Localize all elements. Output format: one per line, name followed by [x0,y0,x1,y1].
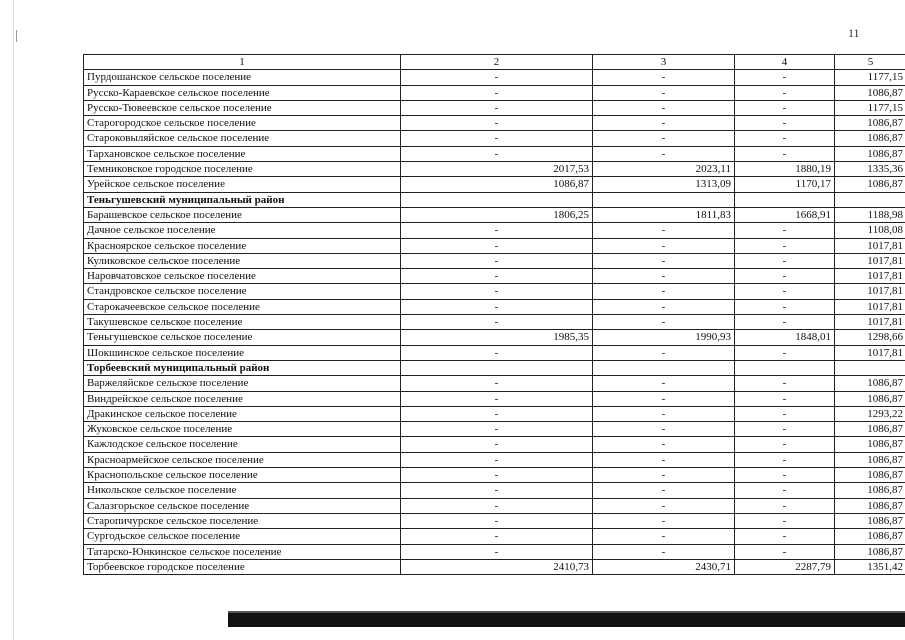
value-cell-c2: - [401,406,593,421]
value-cell-c4: - [735,70,835,85]
table-row [84,269,905,284]
table-row [84,207,905,222]
value-cell-c5: 1351,42 [835,559,905,574]
value-cell-c3: - [593,422,735,437]
value-cell-c4: 2287,79 [735,559,835,574]
district-row [84,360,905,375]
value-cell-c2: 1985,35 [401,330,593,345]
value-cell-c2 [401,360,593,375]
value-cell-c2: - [401,284,593,299]
settlement-name-cell: Торбеевское городское поселение [84,559,401,574]
value-cell-c4: - [735,238,835,253]
table-row [84,559,905,574]
value-cell-c3 [593,192,735,207]
table-row [84,238,905,253]
value-cell-c4: - [735,269,835,284]
value-cell-c5: 1293,22 [835,406,905,421]
value-cell-c3: 1313,09 [593,177,735,192]
value-cell-c3: - [593,238,735,253]
value-cell-c3: - [593,391,735,406]
value-cell-c4: - [735,452,835,467]
table-row [84,468,905,483]
value-cell-c4: - [735,529,835,544]
value-cell-c3: - [593,376,735,391]
value-cell-c4: - [735,315,835,330]
value-cell-c2: 2017,53 [401,162,593,177]
table-row [84,391,905,406]
value-cell-c4: - [735,146,835,161]
municipal-budget-table [83,54,905,575]
table-row [84,116,905,131]
value-cell-c5: 1017,81 [835,284,905,299]
value-cell-c2: - [401,529,593,544]
value-cell-c4: - [735,498,835,513]
table-row [84,146,905,161]
settlement-name-cell: Русско-Караевское сельское поселение [84,85,401,100]
value-cell-c3: - [593,116,735,131]
value-cell-c3: 1990,93 [593,330,735,345]
table-row [84,100,905,115]
settlement-name-cell: Никольское сельское поселение [84,483,401,498]
column-header: 4 [735,55,835,70]
value-cell-c4: - [735,253,835,268]
column-header: 5 [835,55,905,70]
value-cell-c3: - [593,299,735,314]
value-cell-c4: - [735,483,835,498]
settlement-name-cell: Шокшинское сельское поселение [84,345,401,360]
settlement-name-cell: Куликовское сельское поселение [84,253,401,268]
district-row [84,192,905,207]
value-cell-c3: - [593,223,735,238]
value-cell-c2: - [401,238,593,253]
value-cell-c2: - [401,315,593,330]
value-cell-c5: 1108,08 [835,223,905,238]
settlement-name-cell: Кажлодское сельское поселение [84,437,401,452]
value-cell-c4: - [735,376,835,391]
value-cell-c3: - [593,284,735,299]
value-cell-c5: 1086,87 [835,483,905,498]
value-cell-c5: 1017,81 [835,315,905,330]
value-cell-c2: - [401,452,593,467]
value-cell-c5: 1017,81 [835,238,905,253]
value-cell-c5: 1086,87 [835,177,905,192]
table-row [84,376,905,391]
value-cell-c3: - [593,437,735,452]
value-cell-c4: 1880,19 [735,162,835,177]
settlement-name-cell: Виндрейское сельское поселение [84,391,401,406]
value-cell-c3: 2023,11 [593,162,735,177]
value-cell-c5: 1086,87 [835,529,905,544]
value-cell-c5: 1086,87 [835,85,905,100]
table-row [84,544,905,559]
settlement-name-cell: Краснопольское сельское поселение [84,468,401,483]
table-row [84,513,905,528]
value-cell-c5: 1298,66 [835,330,905,345]
column-header: 1 [84,55,401,70]
value-cell-c4: - [735,513,835,528]
settlement-name-cell: Дачное сельское поселение [84,223,401,238]
value-cell-c4: - [735,391,835,406]
value-cell-c5: 1188,98 [835,207,905,222]
settlement-name-cell: Старокачеевское сельское поселение [84,299,401,314]
settlement-name-cell: Тархановское сельское поселение [84,146,401,161]
table-row [84,529,905,544]
value-cell-c4: 1668,91 [735,207,835,222]
value-cell-c3: - [593,345,735,360]
value-cell-c2: - [401,544,593,559]
value-cell-c5: 1086,87 [835,422,905,437]
settlement-name-cell: Наровчатовское сельское поселение [84,269,401,284]
value-cell-c2: - [401,498,593,513]
value-cell-c2: - [401,131,593,146]
table-row [84,131,905,146]
value-cell-c4: - [735,544,835,559]
value-cell-c4: 1848,01 [735,330,835,345]
value-cell-c5: 1086,87 [835,468,905,483]
settlement-name-cell: Салазгорьское сельское поселение [84,498,401,513]
value-cell-c2: - [401,253,593,268]
table-row [84,299,905,314]
value-cell-c3 [593,360,735,375]
scan-left-mark [16,30,17,42]
value-cell-c5: 1086,87 [835,498,905,513]
table-row [84,422,905,437]
settlement-name-cell: Теньгушевское сельское поселение [84,330,401,345]
value-cell-c5: 1017,81 [835,269,905,284]
value-cell-c3: - [593,146,735,161]
value-cell-c5: 1086,87 [835,391,905,406]
value-cell-c5: 1086,87 [835,131,905,146]
value-cell-c3: - [593,513,735,528]
settlement-name-cell: Торбеевский муниципальный район [84,360,401,375]
value-cell-c2: 1806,25 [401,207,593,222]
settlement-name-cell: Дракинское сельское поселение [84,406,401,421]
value-cell-c2: 1086,87 [401,177,593,192]
value-cell-c5: 1086,87 [835,513,905,528]
settlement-name-cell: Сургодьское сельское поселение [84,529,401,544]
table-header-row [84,55,905,70]
value-cell-c5: 1086,87 [835,376,905,391]
table-row [84,253,905,268]
value-cell-c3: - [593,406,735,421]
table-row [84,162,905,177]
value-cell-c3: 1811,83 [593,207,735,222]
value-cell-c2: - [401,376,593,391]
value-cell-c2: 2410,73 [401,559,593,574]
table-row [84,284,905,299]
settlement-name-cell: Староковыляйское сельское поселение [84,131,401,146]
value-cell-c3: - [593,544,735,559]
value-cell-c3: - [593,452,735,467]
settlement-name-cell: Такушевское сельское поселение [84,315,401,330]
value-cell-c4: - [735,345,835,360]
value-cell-c2: - [401,391,593,406]
settlement-name-cell: Татарско-Юнкинское сельское поселение [84,544,401,559]
table-row [84,498,905,513]
settlement-name-cell: Русско-Тювеевское сельское поселение [84,100,401,115]
table-row [84,330,905,345]
table-row [84,452,905,467]
settlement-name-cell: Красноармейское сельское поселение [84,452,401,467]
value-cell-c3: - [593,483,735,498]
table-row [84,483,905,498]
settlement-name-cell: Пурдошанское сельское поселение [84,70,401,85]
value-cell-c5: 1086,87 [835,116,905,131]
scan-left-edge [13,0,14,640]
value-cell-c4: - [735,116,835,131]
value-cell-c2: - [401,116,593,131]
value-cell-c3: - [593,131,735,146]
value-cell-c5: 1017,81 [835,253,905,268]
value-cell-c2: - [401,299,593,314]
value-cell-c3: - [593,498,735,513]
table-row [84,437,905,452]
value-cell-c4: - [735,406,835,421]
value-cell-c4: - [735,85,835,100]
value-cell-c3: - [593,100,735,115]
value-cell-c3: - [593,70,735,85]
value-cell-c4: - [735,284,835,299]
value-cell-c2: - [401,468,593,483]
table-row [84,223,905,238]
value-cell-c4 [735,192,835,207]
value-cell-c4: - [735,223,835,238]
value-cell-c5: 1335,36 [835,162,905,177]
table-row [84,315,905,330]
value-cell-c5: 1177,15 [835,100,905,115]
table-row [84,177,905,192]
value-cell-c4: - [735,299,835,314]
value-cell-c2: - [401,85,593,100]
value-cell-c2: - [401,269,593,284]
value-cell-c3: - [593,269,735,284]
value-cell-c4: - [735,468,835,483]
table-row [84,345,905,360]
settlement-name-cell: Красноярское сельское поселение [84,238,401,253]
table-row [84,85,905,100]
value-cell-c2: - [401,437,593,452]
settlement-name-cell: Старопичурское сельское поселение [84,513,401,528]
settlement-name-cell: Жуковское сельское поселение [84,422,401,437]
value-cell-c3: - [593,468,735,483]
value-cell-c3: - [593,85,735,100]
column-header: 3 [593,55,735,70]
value-cell-c5 [835,192,905,207]
value-cell-c4: - [735,437,835,452]
value-cell-c2: - [401,70,593,85]
value-cell-c5: 1086,87 [835,544,905,559]
settlement-name-cell: Теньгушевский муниципальный район [84,192,401,207]
table-row [84,406,905,421]
value-cell-c2: - [401,422,593,437]
value-cell-c3: - [593,253,735,268]
value-cell-c5: 1017,81 [835,299,905,314]
value-cell-c2: - [401,483,593,498]
value-cell-c2 [401,192,593,207]
value-cell-c5: 1017,81 [835,345,905,360]
settlement-name-cell: Темниковское городское поселение [84,162,401,177]
value-cell-c4: 1170,17 [735,177,835,192]
value-cell-c2: - [401,345,593,360]
value-cell-c5: 1177,15 [835,70,905,85]
settlement-name-cell: Урейское сельское поселение [84,177,401,192]
value-cell-c4: - [735,422,835,437]
page-number: 11 [848,26,860,40]
value-cell-c3: 2430,71 [593,559,735,574]
value-cell-c4: - [735,100,835,115]
settlement-name-cell: Старогородское сельское поселение [84,116,401,131]
value-cell-c4: - [735,131,835,146]
value-cell-c4 [735,360,835,375]
value-cell-c3: - [593,315,735,330]
settlement-name-cell: Варжеляйское сельское поселение [84,376,401,391]
value-cell-c2: - [401,513,593,528]
value-cell-c5: 1086,87 [835,146,905,161]
settlement-name-cell: Барашевское сельское поселение [84,207,401,222]
value-cell-c3: - [593,529,735,544]
value-cell-c5 [835,360,905,375]
scan-bottom-bar [228,613,905,627]
column-header: 2 [401,55,593,70]
value-cell-c2: - [401,223,593,238]
value-cell-c5: 1086,87 [835,437,905,452]
settlement-name-cell: Стандровское сельское поселение [84,284,401,299]
value-cell-c2: - [401,100,593,115]
table-row [84,70,905,85]
value-cell-c2: - [401,146,593,161]
value-cell-c5: 1086,87 [835,452,905,467]
